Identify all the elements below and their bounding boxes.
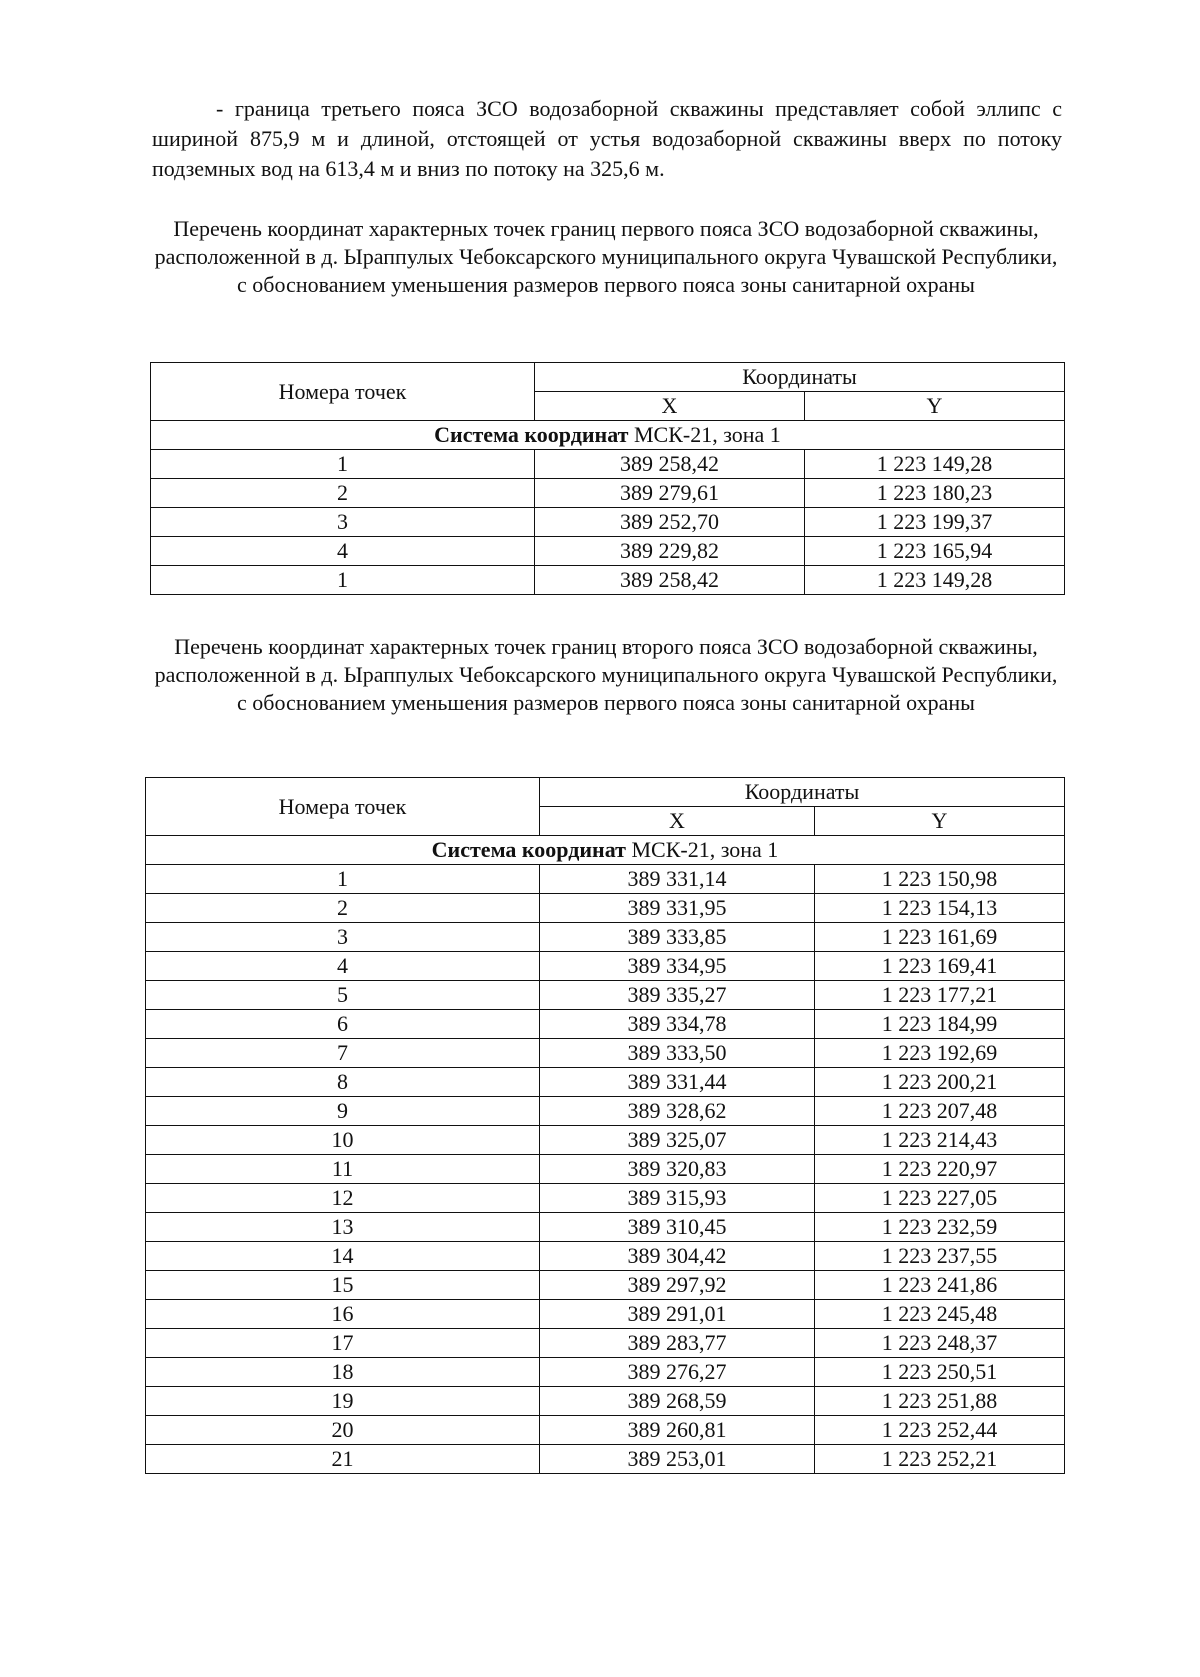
point-number-cell: 10 [146,1126,540,1155]
table1-header-row [151,363,1065,392]
y-coordinate-cell: 1 223 220,97 [815,1155,1065,1184]
y-coordinate-cell: 1 223 232,59 [815,1213,1065,1242]
point-number-cell: 19 [146,1387,540,1416]
table1-header-y: Y [805,392,1065,421]
intro-paragraph: - граница третьего пояса ЗСО водозаборной скважины представляет собой эллипс с шириной 875,9 м и длиной, отстоящей от устья водозаборной скважины вверх по потоку подземных вод на 613,4 м и вниз по потоку на 325,6 м. [152,96,1062,181]
x-coordinate-cell: 389 258,42 [535,566,805,595]
x-coordinate-cell: 389 268,59 [540,1387,815,1416]
x-coordinate-cell: 389 331,44 [540,1068,815,1097]
point-number-cell: 6 [146,1010,540,1039]
table2-header-y: Y [815,807,1065,836]
table-row [151,566,1065,595]
y-coordinate-cell: 1 223 200,21 [815,1068,1065,1097]
point-number-cell: 1 [151,450,535,479]
y-coordinate-cell: 1 223 184,99 [815,1010,1065,1039]
y-coordinate-cell: 1 223 177,21 [815,981,1065,1010]
table1-header-points: Номера точек [151,363,535,421]
x-coordinate-cell: 389 325,07 [540,1126,815,1155]
point-number-cell: 9 [146,1097,540,1126]
table-row [146,865,1065,894]
point-number-cell: 12 [146,1184,540,1213]
y-coordinate-cell: 1 223 227,05 [815,1184,1065,1213]
table-row [146,1445,1065,1474]
table2-system-rest: МСК-21, зона 1 [625,837,779,862]
y-coordinate-cell: 1 223 180,23 [805,479,1065,508]
y-coordinate-cell: 1 223 252,44 [815,1416,1065,1445]
y-coordinate-cell: 1 223 251,88 [815,1387,1065,1416]
point-number-cell: 2 [151,479,535,508]
table2-system-row [146,836,1065,865]
x-coordinate-cell: 389 258,42 [535,450,805,479]
y-coordinate-cell: 1 223 237,55 [815,1242,1065,1271]
point-number-cell: 7 [146,1039,540,1068]
table2-caption: Перечень координат характерных точек границ второго пояса ЗСО водозаборной скважины, расположенной в д. Ыраппулых Чебоксарского муниципального округа Чувашской Республики, с обоснованием уменьшения размеров первого пояса зоны санитарной охраны [154,634,1058,715]
point-number-cell: 5 [146,981,540,1010]
point-number-cell: 4 [151,537,535,566]
x-coordinate-cell: 389 333,50 [540,1039,815,1068]
table-row [146,952,1065,981]
table-row [146,1097,1065,1126]
x-coordinate-cell: 389 331,14 [540,865,815,894]
point-number-cell: 3 [146,923,540,952]
point-number-cell: 2 [146,894,540,923]
table-row [151,508,1065,537]
x-coordinate-cell: 389 333,85 [540,923,815,952]
x-coordinate-cell: 389 252,70 [535,508,805,537]
point-number-cell: 14 [146,1242,540,1271]
y-coordinate-cell: 1 223 149,28 [805,566,1065,595]
x-coordinate-cell: 389 334,95 [540,952,815,981]
table-row [151,479,1065,508]
table-row [146,1416,1065,1445]
y-coordinate-cell: 1 223 161,69 [815,923,1065,952]
point-number-cell: 13 [146,1213,540,1242]
x-coordinate-cell: 389 253,01 [540,1445,815,1474]
point-number-cell: 20 [146,1416,540,1445]
table2-header-coords: Координаты [540,778,1065,807]
table-row [146,1184,1065,1213]
x-coordinate-cell: 389 297,92 [540,1271,815,1300]
table2-header-row [146,778,1065,807]
point-number-cell: 1 [146,865,540,894]
x-coordinate-cell: 389 328,62 [540,1097,815,1126]
table-row [146,1010,1065,1039]
table1-system-cell [151,421,1065,450]
y-coordinate-cell: 1 223 252,21 [815,1445,1065,1474]
x-coordinate-cell: 389 229,82 [535,537,805,566]
point-number-cell: 3 [151,508,535,537]
table1-header-x: X [535,392,805,421]
table-row [146,1126,1065,1155]
table-row [146,1039,1065,1068]
table2-header-x: X [540,807,815,836]
y-coordinate-cell: 1 223 192,69 [815,1039,1065,1068]
y-coordinate-cell: 1 223 248,37 [815,1329,1065,1358]
table-row [146,1068,1065,1097]
point-number-cell: 16 [146,1300,540,1329]
y-coordinate-cell: 1 223 250,51 [815,1358,1065,1387]
x-coordinate-cell: 389 310,45 [540,1213,815,1242]
table-row [146,1329,1065,1358]
table1-system-bold: Система координат [434,422,629,447]
x-coordinate-cell: 389 331,95 [540,894,815,923]
y-coordinate-cell: 1 223 207,48 [815,1097,1065,1126]
table1 [150,362,1065,595]
x-coordinate-cell: 389 320,83 [540,1155,815,1184]
y-coordinate-cell: 1 223 165,94 [805,537,1065,566]
point-number-cell: 18 [146,1358,540,1387]
point-number-cell: 11 [146,1155,540,1184]
point-number-cell: 1 [151,566,535,595]
x-coordinate-cell: 389 334,78 [540,1010,815,1039]
table-row [146,981,1065,1010]
y-coordinate-cell: 1 223 154,13 [815,894,1065,923]
x-coordinate-cell: 389 276,27 [540,1358,815,1387]
y-coordinate-cell: 1 223 214,43 [815,1126,1065,1155]
table-row [146,1300,1065,1329]
table-row [151,450,1065,479]
table1-caption: Перечень координат характерных точек границ первого пояса ЗСО водозаборной скважины, расположенной в д. Ыраппулых Чебоксарского муниципального округа Чувашской Республики, с обоснованием уменьшения размеров первого пояса зоны санитарной охраны [154,216,1058,297]
y-coordinate-cell: 1 223 241,86 [815,1271,1065,1300]
table-row [146,1155,1065,1184]
y-coordinate-cell: 1 223 245,48 [815,1300,1065,1329]
x-coordinate-cell: 389 260,81 [540,1416,815,1445]
x-coordinate-cell: 389 283,77 [540,1329,815,1358]
table-row [146,894,1065,923]
table2-system-cell [146,836,1065,865]
y-coordinate-cell: 1 223 199,37 [805,508,1065,537]
table-row [146,1358,1065,1387]
x-coordinate-cell: 389 335,27 [540,981,815,1010]
table2-system-bold: Система координат [431,837,626,862]
table-row [146,923,1065,952]
table-row [146,1213,1065,1242]
point-number-cell: 21 [146,1445,540,1474]
table-row [146,1242,1065,1271]
table2 [145,777,1065,1474]
y-coordinate-cell: 1 223 169,41 [815,952,1065,981]
table2-body [146,778,1065,1474]
x-coordinate-cell: 389 315,93 [540,1184,815,1213]
point-number-cell: 17 [146,1329,540,1358]
table-row [146,1387,1065,1416]
point-number-cell: 4 [146,952,540,981]
x-coordinate-cell: 389 291,01 [540,1300,815,1329]
table1-system-rest: МСК-21, зона 1 [628,422,781,447]
x-coordinate-cell: 389 304,42 [540,1242,815,1271]
table1-body [151,363,1065,595]
table1-header-coords: Координаты [535,363,1065,392]
point-number-cell: 15 [146,1271,540,1300]
point-number-cell: 8 [146,1068,540,1097]
y-coordinate-cell: 1 223 150,98 [815,865,1065,894]
x-coordinate-cell: 389 279,61 [535,479,805,508]
table-row [146,1271,1065,1300]
y-coordinate-cell: 1 223 149,28 [805,450,1065,479]
table-row [151,537,1065,566]
table2-header-points: Номера точек [146,778,540,836]
table1-system-row [151,421,1065,450]
